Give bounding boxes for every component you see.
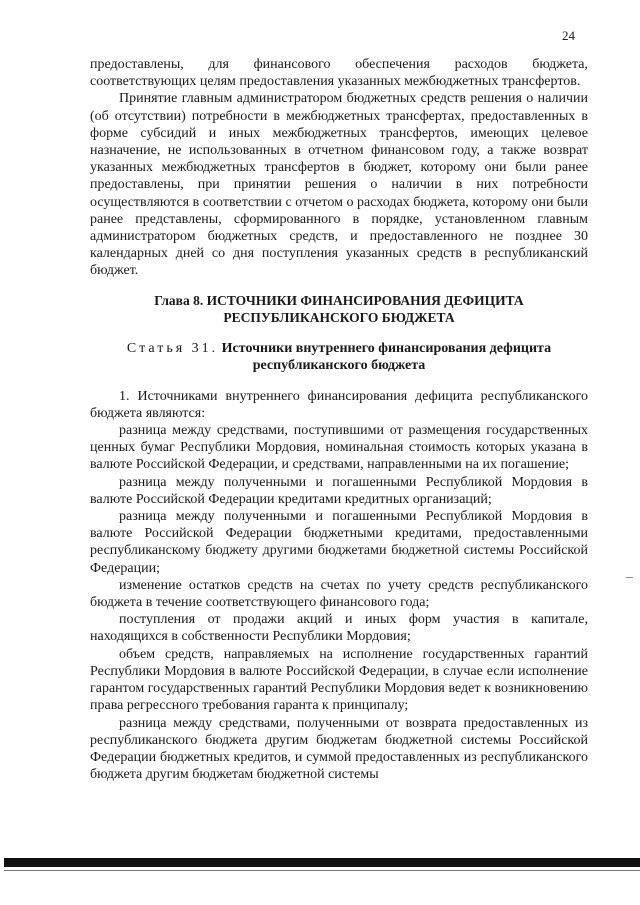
- chapter-heading-line: РЕСПУБЛИКАНСКОГО БЮДЖЕТА: [223, 309, 455, 325]
- article-title: Источники внутреннего финансирования дефицита: [221, 340, 552, 356]
- paragraph: разница между полученными и погашенными Республикой Мордовия в валюте Российской Федерации кредитами кредитных организаций;: [90, 474, 588, 507]
- paragraph: объем средств, направляемых на исполнение государственных гарантий Республики Мордовия в валюте Российской Федерации, в случае если исполнение гарантом государственных гарантий Республики Мордовия ведет к возникновению права регрессного требования гаранта к принципалу;: [90, 646, 588, 714]
- paragraph: изменение остатков средств на счетах по учету средств республиканского бюджета в течение соответствующего финансового года;: [90, 577, 588, 611]
- scan-edge-mark: [626, 577, 633, 578]
- document-body: [90, 56, 588, 783]
- paragraph: 1. Источниками внутреннего финансирования дефицита республиканского бюджета являются:: [90, 388, 588, 421]
- paragraph: разница между средствами, полученными от возврата предоставленных из республиканского бюджета другим бюджетам бюджетной системы Российской Федерации бюджетных кредитов, и суммой предоставленных из республиканского бюджета другим бюджетам бюджетной системы: [90, 715, 588, 783]
- paragraph: разница между полученными и погашенными Республикой Мордовия в валюте Российской Федерации бюджетными кредитами, предоставленными республиканскому бюджету другими бюджетами бюджетной системы Российской Федерации;: [90, 509, 588, 576]
- article-title-line2: республиканского бюджета: [252, 357, 426, 373]
- paragraph: поступления от продажи акций и иных форм участия в капитале, находящихся в собственности Республики Мордовия;: [90, 612, 588, 645]
- article-label: Статья 31.: [126, 340, 219, 356]
- chapter-heading: [90, 292, 588, 326]
- paragraph: предоставлены, для финансового обеспечения расходов бюджета, соответствующих целям предоставления указанных межбюджетных трансфертов.: [90, 57, 588, 90]
- scan-border-line: [4, 870, 640, 871]
- page-number: 24: [562, 28, 575, 43]
- paragraph: Принятие главным администратором бюджетных средств решения о наличии (об отсутствии) потребности в межбюджетных трансфертах, предоставленных в форме субсидий и иных межбюджетных трансфертов, имеющих целевое назначение, не использованных в отчетном финансовом году, а также возврат указанных межбюджетных трансфертов в бюджет, которому они были ранее предоставлены, при принятии решения о наличии в них потребности осуществляются в соответствии с отчетом о расходах бюджета, которому они были ранее представлены, сформированного в порядке, установленном главным администратором бюджетных средств, и предоставленного не позднее 30 календарных дней со дня поступления указанных средств в республиканский бюджет.: [90, 91, 588, 279]
- article-heading: [90, 340, 588, 374]
- paragraph: разница между средствами, поступившими от размещения государственных ценных бумаг Республики Мордовия, номинальная стоимость которых указана в валюте Российской Федерации, и средствами, направленными на их погашение;: [90, 423, 588, 473]
- chapter-heading-line: Глава 8. ИСТОЧНИКИ ФИНАНСИРОВАНИЯ ДЕФИЦИТА: [154, 292, 524, 308]
- scan-border-bar: [4, 858, 640, 867]
